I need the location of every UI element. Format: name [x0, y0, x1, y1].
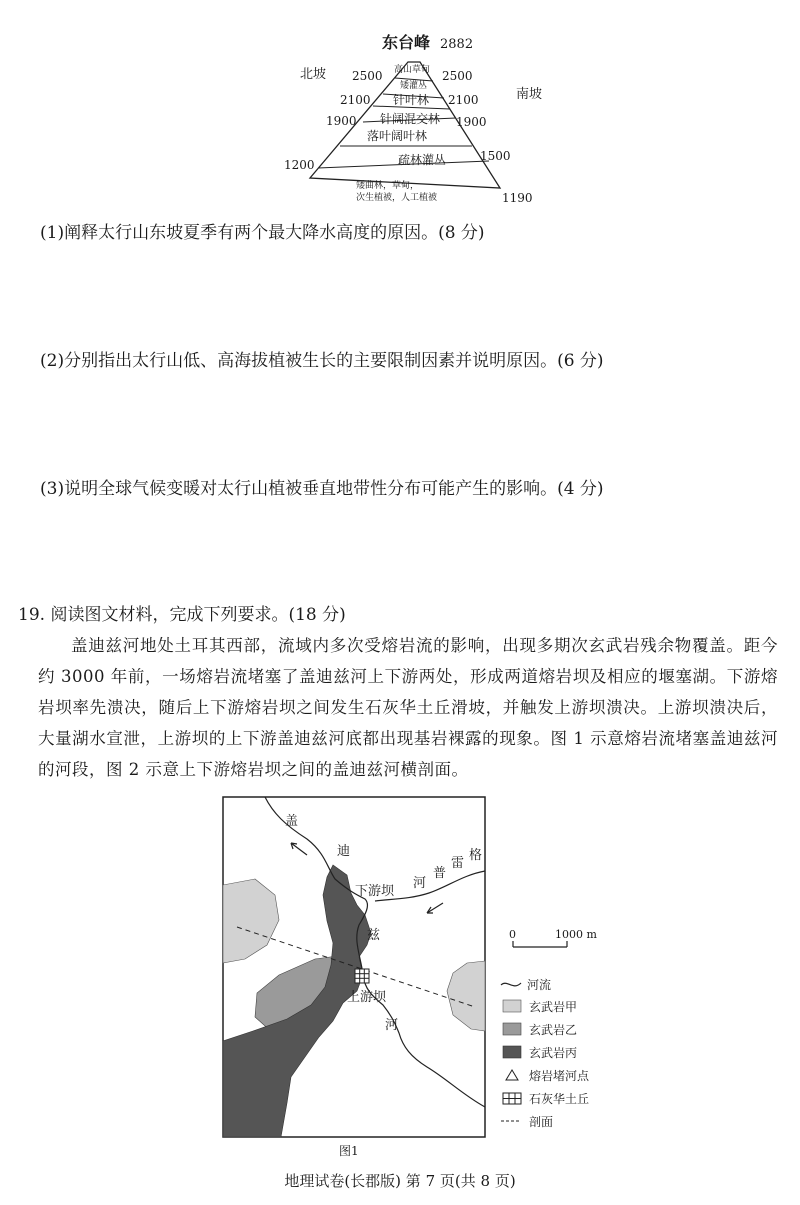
- question-3: (3)说明全球气候变暖对太行山植被垂直地带性分布可能产生的影响。(4 分): [40, 479, 604, 499]
- legend-basalt-b: 玄武岩乙: [529, 1023, 578, 1037]
- elev-south-1500: 1500: [480, 149, 511, 163]
- elev-south-1900: 1900: [456, 115, 487, 129]
- peak-height: 2882: [440, 37, 474, 52]
- elev-north-2100: 2100: [340, 93, 371, 107]
- legend: [501, 977, 590, 1129]
- upstream-dam-label: 上游坝: [347, 990, 387, 1005]
- elev-south-2500: 2500: [442, 69, 473, 83]
- legend-basalt-b-swatch: [503, 1023, 521, 1035]
- north-slope-label: 北坡: [300, 67, 327, 82]
- elev-north-1900: 1900: [326, 114, 357, 128]
- tributary-char: 河: [413, 876, 427, 891]
- legend-travertine: 石灰华土丘: [529, 1092, 590, 1106]
- vegetation-belt-diagram: [270, 28, 560, 213]
- river-char: 兹: [367, 928, 381, 943]
- elev-north-2500: 2500: [352, 69, 383, 83]
- river-char: 河: [385, 1018, 399, 1033]
- tributary-char: 格: [469, 848, 483, 863]
- belt-base-line2: 次生植被，人工植被: [356, 193, 438, 203]
- figure-caption: 图1: [339, 1144, 359, 1158]
- legend-river: 河流: [527, 978, 552, 992]
- travertine-mound-icon: [355, 969, 369, 983]
- legend-blocking-point: 熔岩堵河点: [529, 1069, 590, 1083]
- legend-basalt-a-swatch: [503, 1000, 521, 1012]
- figure-1-map: [215, 795, 635, 1170]
- legend-river-icon: [501, 983, 521, 986]
- belt-mixed: 针阔混交林: [380, 112, 441, 126]
- belt-conifer: 针叶林: [393, 93, 430, 107]
- scale-zero: 0: [509, 928, 516, 941]
- question-1: (1)阐释太行山东坡夏季有两个最大降水高度的原因。(8 分): [40, 223, 485, 243]
- legend-basalt-c-swatch: [503, 1046, 521, 1058]
- page-footer: 地理试卷(长郡版) 第 7 页(共 8 页): [284, 1172, 516, 1190]
- downstream-dam-label: 下游坝: [355, 884, 395, 899]
- belt-shrub-top: 矮灌丛: [400, 81, 428, 91]
- legend-travertine-icon: [503, 1093, 521, 1104]
- legend-profile: 剖面: [529, 1115, 554, 1129]
- belt-deciduous: 落叶阔叶林: [367, 129, 428, 143]
- belt-meadow: 高山草甸: [394, 65, 431, 75]
- question-19-paragraph: 盖迪兹河地处土耳其西部，流域内多次受熔岩流的影响，出现多期次玄武岩残余物覆盖。距今约 3000 年前，一场熔岩流堵塞了盖迪兹河上下游两处，形成两道熔岩坝及相应的堰塞湖。下游熔岩坝率先溃决，随后上下游熔岩坝之间发生石灰华土丘滑坡，并触发上游坝溃决。上游坝溃决后，大量湖水宣泄，上游坝的上下游盖迪兹河底都出现基岩裸露的现象。图 1 示意熔岩流堵塞盖迪兹河的河段，图 2 示意上下游熔岩坝之间的盖迪兹河横剖面。: [38, 636, 778, 779]
- belt-base-line1: 矮曲林，草甸，: [356, 181, 420, 191]
- elev-south-2100: 2100: [448, 93, 479, 107]
- river-char: 盖: [285, 814, 299, 829]
- triangle-icon: [506, 1070, 518, 1080]
- elev-south-1190: 1190: [502, 191, 533, 205]
- peak-name: 东台峰: [382, 33, 431, 52]
- south-slope-label: 南坡: [516, 87, 543, 102]
- question-2: (2)分别指出太行山低、高海拔植被生长的主要限制因素并说明原因。(6 分): [40, 351, 604, 371]
- legend-basalt-c: 玄武岩丙: [529, 1046, 578, 1060]
- tributary-char: 普: [433, 866, 447, 881]
- belt-sparse-shrub: 疏林灌丛: [398, 153, 447, 167]
- river-char: 迪: [337, 844, 351, 859]
- question-19-heading: 19. 阅读图文材料，完成下列要求。(18 分): [18, 605, 346, 625]
- scale-label: 1000 m: [555, 928, 597, 941]
- elev-north-1200: 1200: [284, 158, 315, 172]
- tributary-char: 雷: [451, 856, 465, 871]
- legend-basalt-a: 玄武岩甲: [529, 1000, 578, 1014]
